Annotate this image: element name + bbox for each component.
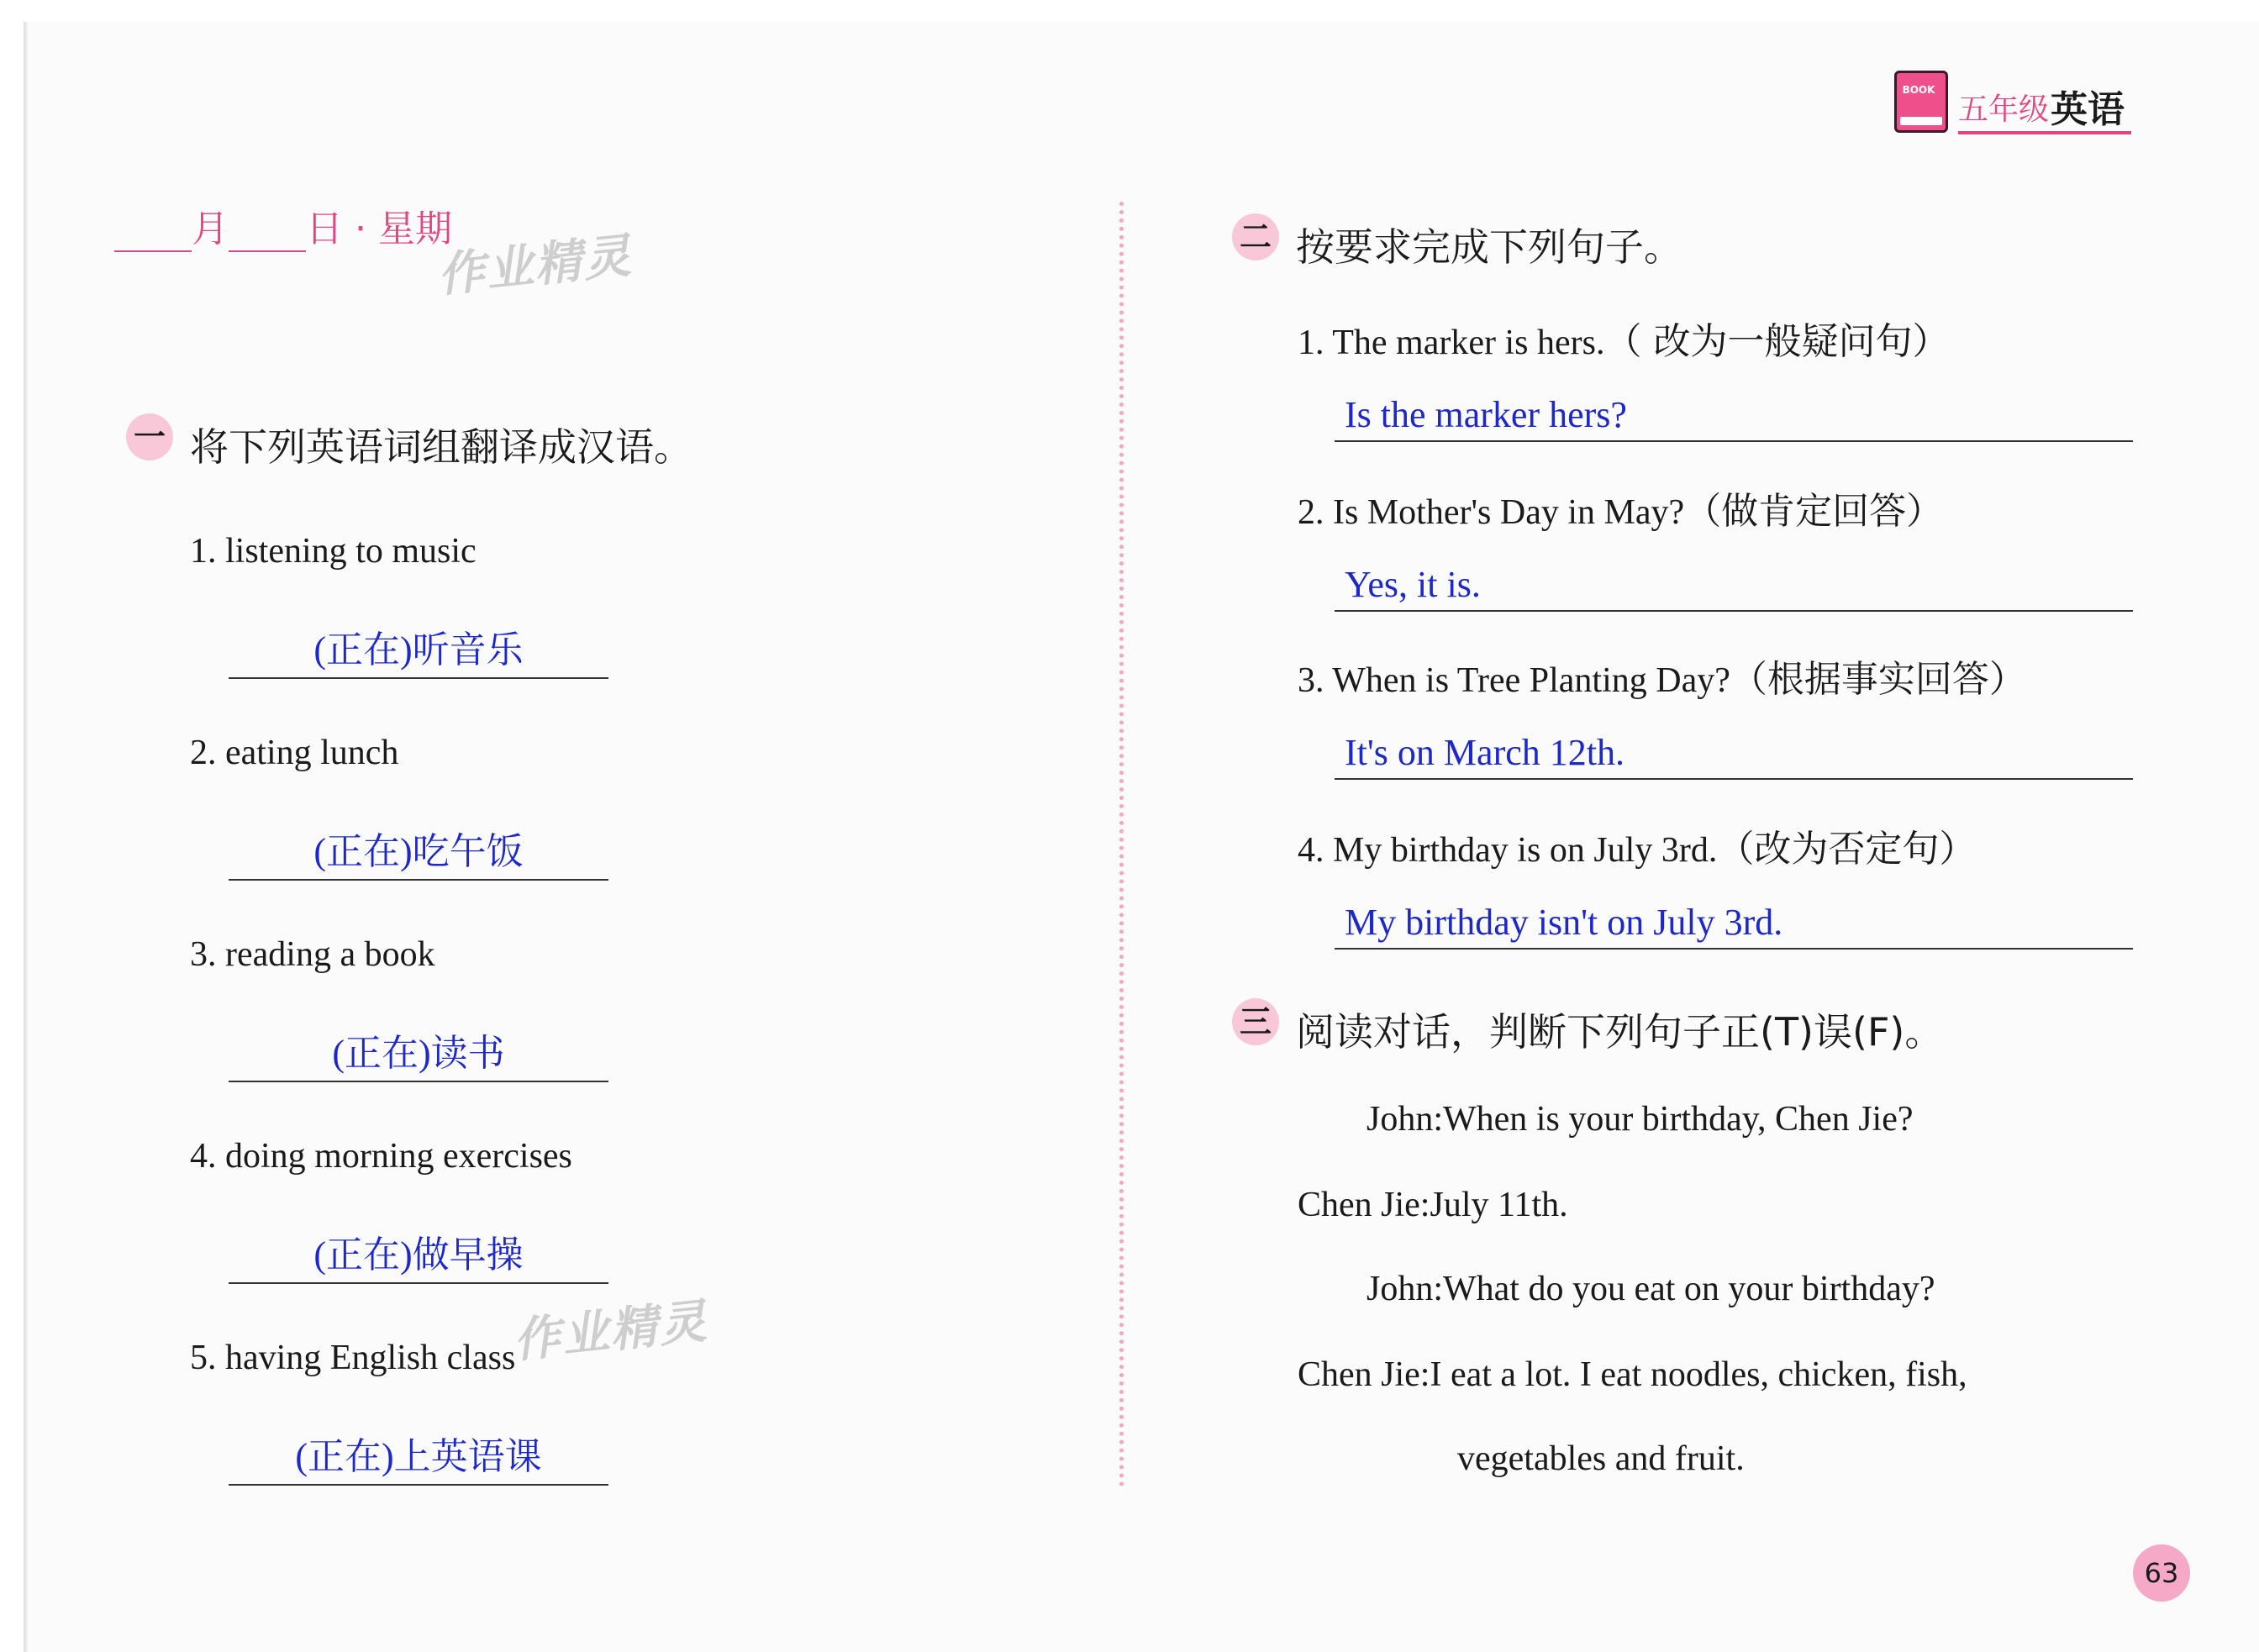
dialogue-speaker: John: xyxy=(1366,1100,1444,1139)
s2-question-2-text: 2. Is Mother's Day in May? xyxy=(1298,493,1685,532)
dialogue-speaker: Chen Jie: xyxy=(1298,1186,1430,1224)
s1-question-5: 5. having English class xyxy=(190,1339,516,1377)
dialogue-line-5 xyxy=(1457,1439,1745,1479)
s1-answer-5[interactable]: (正在)上英语课 xyxy=(229,1432,608,1486)
s1-answer-1[interactable]: (正在)听音乐 xyxy=(229,625,608,679)
dialogue-text: What do you eat on your birthday? xyxy=(1443,1270,1935,1308)
s1-question-1: 1. listening to music xyxy=(190,532,477,571)
book-icon-label: BOOK xyxy=(1902,84,1935,96)
s1-answer-4[interactable]: (正在)做早操 xyxy=(229,1230,608,1284)
s2-question-1-text: 1. The marker is hers. xyxy=(1298,324,1605,362)
s2-question-4-text: 4. My birthday is on July 3rd. xyxy=(1298,831,1718,870)
dialogue-text: When is your birthday, Chen Jie? xyxy=(1443,1100,1914,1139)
dialogue-text: vegetables and fruit. xyxy=(1457,1439,1745,1478)
s2-question-1 xyxy=(1298,311,1949,365)
month-label: 月 xyxy=(192,208,229,250)
day-weekday-label: 日 · 星期 xyxy=(306,208,452,250)
dialogue-line-1 xyxy=(1366,1099,1914,1139)
s2-answer-2[interactable]: Yes, it is. xyxy=(1335,560,2133,612)
s2-answer-1[interactable]: Is the marker hers? xyxy=(1335,390,2133,442)
watermark-top: 作业精灵 xyxy=(434,229,635,303)
s2-question-4 xyxy=(1298,818,1976,872)
s1-question-2: 2. eating lunch xyxy=(190,734,399,772)
watermark-bottom: 作业精灵 xyxy=(510,1294,711,1369)
s2-question-1-instruction: （ 改为一般疑问句） xyxy=(1604,320,1950,363)
page-number: 63 xyxy=(2133,1544,2190,1602)
dialogue-line-3 xyxy=(1366,1269,1935,1309)
section3-title: 阅读对话，判断下列句子正(T)误(F)。 xyxy=(1296,1009,1944,1055)
page-edge xyxy=(24,22,29,1652)
section2-title: 按要求完成下列句子。 xyxy=(1296,224,1682,270)
page-divider xyxy=(1119,202,1124,1487)
date-line xyxy=(114,198,452,249)
month-blank[interactable] xyxy=(114,208,192,252)
section3-badge: 三 xyxy=(1232,998,1279,1045)
dialogue-text: I eat a lot. I eat noodles, chicken, fish, xyxy=(1430,1355,1967,1394)
dialogue-speaker: Chen Jie: xyxy=(1298,1355,1430,1394)
s2-question-2 xyxy=(1298,481,1943,534)
s1-answer-3[interactable]: (正在)读书 xyxy=(229,1029,608,1082)
subject-label: 英语 xyxy=(2051,88,2125,131)
s2-question-3 xyxy=(1298,649,2026,702)
section2-badge: 二 xyxy=(1232,213,1279,260)
s2-answer-4[interactable]: My birthday isn't on July 3rd. xyxy=(1335,897,2133,950)
s2-question-3-text: 3. When is Tree Planting Day? xyxy=(1298,661,1730,700)
brand-header xyxy=(1894,67,2130,134)
s2-question-4-instruction: （改为否定句） xyxy=(1717,828,1977,871)
day-blank[interactable] xyxy=(229,208,306,252)
grade-label: 五年级 xyxy=(1958,92,2050,127)
dialogue-line-4 xyxy=(1298,1355,1967,1395)
s1-answer-2[interactable]: (正在)吃午饭 xyxy=(229,827,608,881)
book-icon xyxy=(1894,71,1948,133)
s1-question-3: 3. reading a book xyxy=(190,935,435,974)
dialogue-speaker: John: xyxy=(1366,1270,1444,1308)
brand-underline xyxy=(1958,131,2131,134)
dialogue-line-2 xyxy=(1298,1185,1568,1225)
dialogue-text: July 11th. xyxy=(1430,1186,1568,1224)
section1-badge: 一 xyxy=(126,413,173,460)
section1-title: 将下列英语词组翻译成汉语。 xyxy=(190,424,692,470)
s1-question-4: 4. doing morning exercises xyxy=(190,1137,572,1176)
s2-answer-3[interactable]: It's on March 12th. xyxy=(1335,728,2133,780)
s2-question-3-instruction: （根据事实回答） xyxy=(1730,658,2026,701)
s2-question-2-instruction: （做肯定回答） xyxy=(1684,490,1944,533)
